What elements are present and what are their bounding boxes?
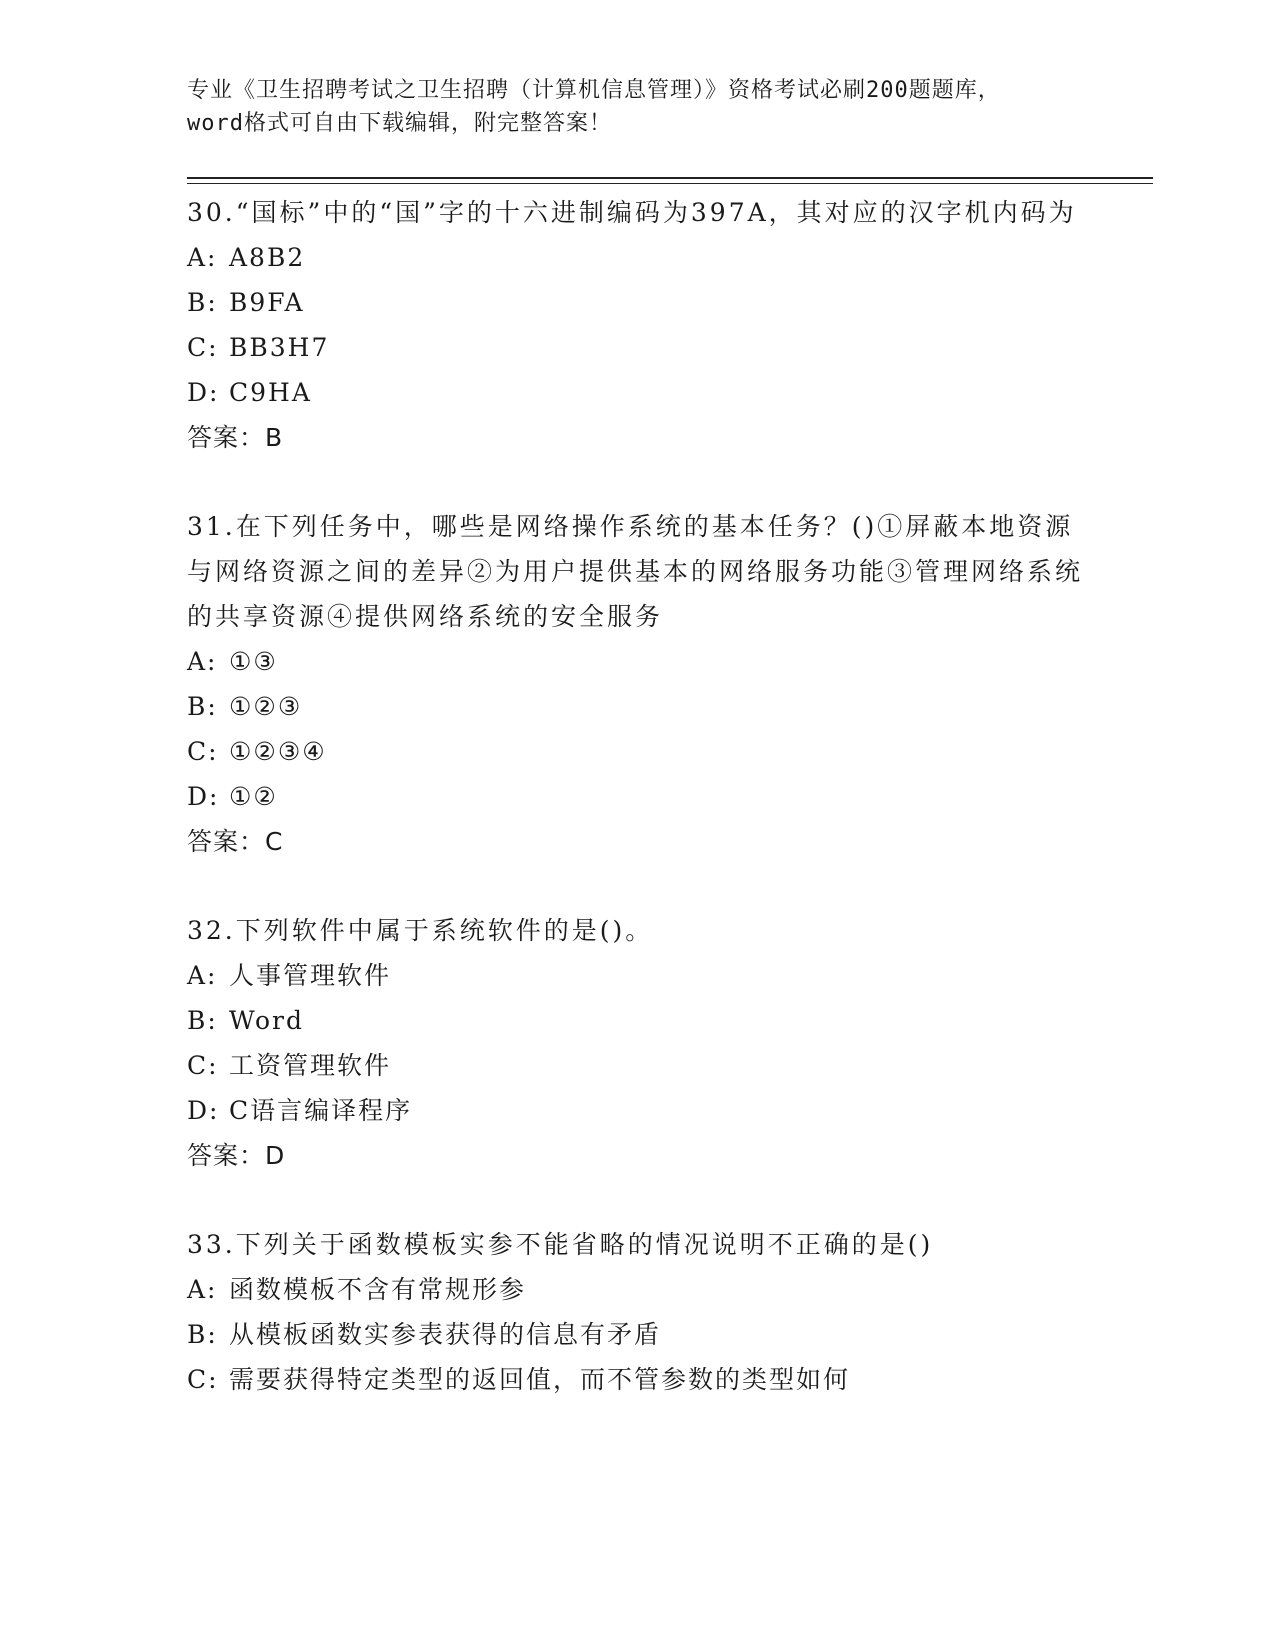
header-line-2: word格式可自由下载编辑，附完整答案！ bbox=[187, 111, 612, 136]
option-letter: A: bbox=[187, 647, 218, 676]
question-32 bbox=[187, 908, 1087, 1178]
option-a bbox=[187, 639, 1087, 684]
option-a bbox=[187, 1267, 1087, 1312]
option-letter: C: bbox=[187, 1365, 219, 1394]
option-text: B9FA bbox=[229, 288, 305, 317]
question-number: 31. bbox=[187, 512, 236, 541]
option-a bbox=[187, 235, 1087, 280]
question-text: 下列软件中属于系统软件的是()。 bbox=[235, 916, 654, 945]
option-text: Word bbox=[229, 1006, 305, 1035]
option-letter: D: bbox=[187, 1096, 220, 1125]
option-letter: C: bbox=[187, 333, 219, 362]
option-b bbox=[187, 280, 1087, 325]
option-text: ①②③④ bbox=[229, 737, 327, 766]
question-stem bbox=[187, 504, 1087, 639]
question-list bbox=[187, 190, 1087, 1446]
option-text: 需要获得特定类型的返回值，而不管参数的类型如何 bbox=[229, 1365, 851, 1394]
option-text: 工资管理软件 bbox=[229, 1051, 392, 1080]
document-header bbox=[187, 74, 1087, 140]
option-c bbox=[187, 729, 1087, 774]
option-text: 人事管理软件 bbox=[229, 961, 392, 990]
question-number: 32. bbox=[187, 916, 236, 945]
option-letter: A: bbox=[187, 961, 218, 990]
option-b bbox=[187, 998, 1087, 1043]
question-stem bbox=[187, 190, 1087, 235]
option-letter: B: bbox=[187, 692, 218, 721]
answer-line: 答案：B bbox=[187, 423, 284, 452]
option-text: ①② bbox=[229, 782, 278, 811]
option-d bbox=[187, 370, 1087, 415]
option-c bbox=[187, 1043, 1087, 1088]
option-d bbox=[187, 774, 1087, 819]
option-letter: C: bbox=[187, 1051, 219, 1080]
option-text: BB3H7 bbox=[229, 333, 330, 362]
option-text: C9HA bbox=[229, 378, 312, 407]
option-letter: B: bbox=[187, 1006, 218, 1035]
option-text: ①③ bbox=[229, 647, 278, 676]
option-c bbox=[187, 325, 1087, 370]
question-33 bbox=[187, 1222, 1087, 1402]
option-text: 从模板函数实参表获得的信息有矛盾 bbox=[229, 1320, 662, 1349]
option-letter: B: bbox=[187, 288, 218, 317]
question-text: 下列关于函数模板实参不能省略的情况说明不正确的是() bbox=[235, 1230, 934, 1259]
option-text: 函数模板不含有常规形参 bbox=[229, 1275, 527, 1304]
header-line-1: 专业《卫生招聘考试之卫生招聘（计算机信息管理）》资格考试必刷200题题库， bbox=[187, 78, 1001, 103]
option-letter: D: bbox=[187, 782, 220, 811]
option-text: A8B2 bbox=[229, 243, 306, 272]
question-stem bbox=[187, 1222, 1087, 1267]
option-letter: A: bbox=[187, 1275, 218, 1304]
question-text: “国标”中的“国”字的十六进制编码为397A，其对应的汉字机内码为 bbox=[235, 198, 1077, 227]
option-text: ①②③ bbox=[229, 692, 303, 721]
option-c bbox=[187, 1357, 1087, 1402]
header-divider-thin bbox=[187, 183, 1153, 184]
question-30 bbox=[187, 190, 1087, 460]
header-divider-thick bbox=[187, 177, 1153, 179]
question-stem bbox=[187, 908, 1087, 953]
option-text: C语言编译程序 bbox=[229, 1096, 413, 1125]
option-letter: D: bbox=[187, 378, 220, 407]
question-31 bbox=[187, 504, 1087, 864]
option-letter: C: bbox=[187, 737, 219, 766]
option-letter: A: bbox=[187, 243, 218, 272]
option-a bbox=[187, 953, 1087, 998]
option-d bbox=[187, 1088, 1087, 1133]
option-b bbox=[187, 1312, 1087, 1357]
question-text: 在下列任务中，哪些是网络操作系统的基本任务？()①屏蔽本地资源与网络资源之间的差异②为用户提供基本的网络服务功能③管理网络系统的共享资源④提供网络系统的安全服务 bbox=[187, 512, 1084, 631]
option-letter: B: bbox=[187, 1320, 218, 1349]
question-number: 33. bbox=[187, 1230, 236, 1259]
answer-line: 答案：D bbox=[187, 1141, 286, 1170]
question-number: 30. bbox=[187, 198, 236, 227]
answer-line: 答案：C bbox=[187, 827, 284, 856]
option-b bbox=[187, 684, 1087, 729]
